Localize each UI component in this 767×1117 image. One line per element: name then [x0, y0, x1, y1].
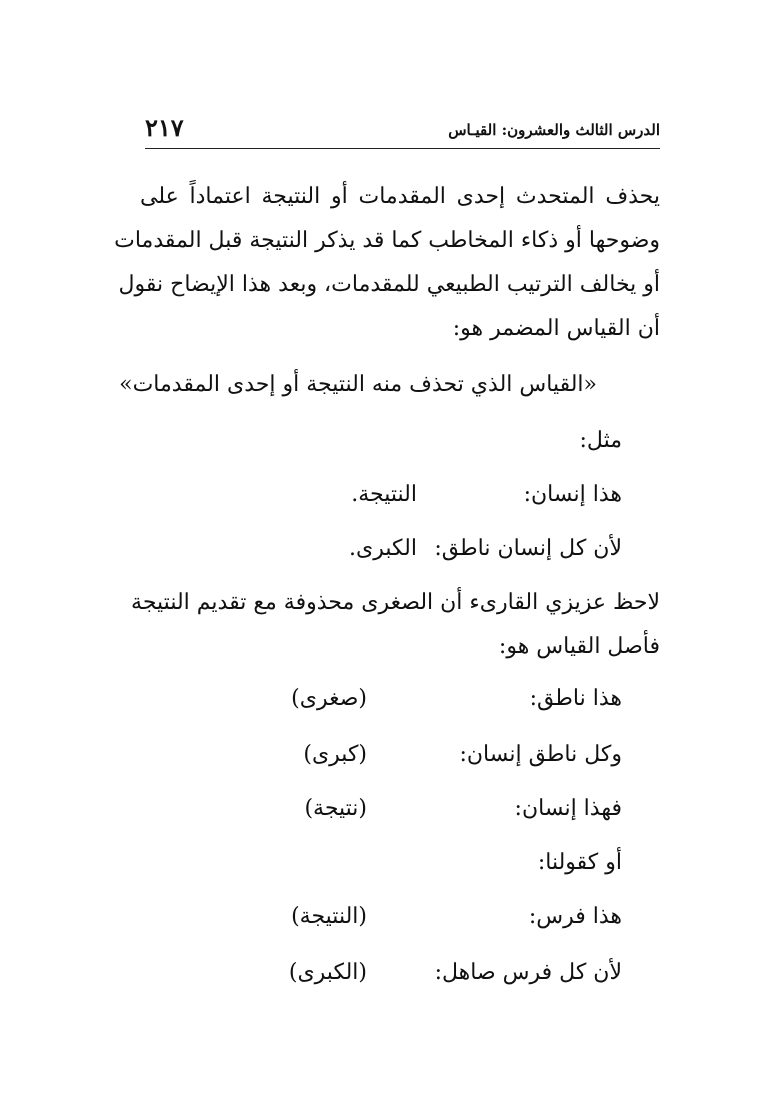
paragraph-line: أو يخالف الترتيب الطبيعي للمقدمات، وبعد هذا الإيضاح نقول — [118, 272, 660, 297]
example-intro: مثل: — [579, 428, 622, 453]
paragraph-line: وضوحها أو ذكاء المخاطب كما قد يذكر النتيجة قبل المقدمات — [114, 228, 660, 253]
premise-statement: هذا ناطق: — [529, 686, 622, 711]
premise-statement: لأن كل فرس صاهل: — [434, 960, 622, 985]
page-header — [145, 112, 660, 149]
premise-statement: فهذا إنسان: — [514, 796, 622, 821]
premise-role: (كبرى) — [303, 742, 367, 767]
premise-statement: وكل ناطق إنسان: — [459, 742, 622, 767]
premise-role: الكبرى. — [349, 536, 417, 561]
premise-role: (نتيجة) — [304, 796, 367, 821]
definition-quote: «القياس الذي تحذف منه النتيجة أو إحدى المقدمات» — [119, 372, 597, 397]
paragraph-line: أن القياس المضمر هو: — [452, 316, 660, 341]
premise-statement: هذا إنسان: — [523, 482, 622, 507]
premise-statement: لأن كل إنسان ناطق: — [434, 536, 622, 561]
or-saying: أو كقولنا: — [537, 850, 622, 875]
paragraph-line: يحذف المتحدث إحدى المقدمات أو النتيجة اعتماداً على — [140, 184, 660, 209]
paragraph-line: لاحظ عزيزي القارىء أن الصغرى محذوفة مع تقديم النتيجة — [131, 590, 660, 615]
premise-role: (صغرى) — [291, 686, 367, 711]
premise-role: النتيجة. — [351, 482, 417, 507]
paragraph-line: فأصل القياس هو: — [498, 634, 660, 659]
premise-role: (الكبرى) — [288, 960, 367, 985]
page-number: ٢١٧ — [145, 113, 184, 142]
premise-statement: هذا فرس: — [528, 904, 622, 929]
premise-role: (النتيجة) — [291, 904, 367, 929]
running-title: الدرس الثالث والعشرون: القيـاس — [448, 121, 660, 139]
